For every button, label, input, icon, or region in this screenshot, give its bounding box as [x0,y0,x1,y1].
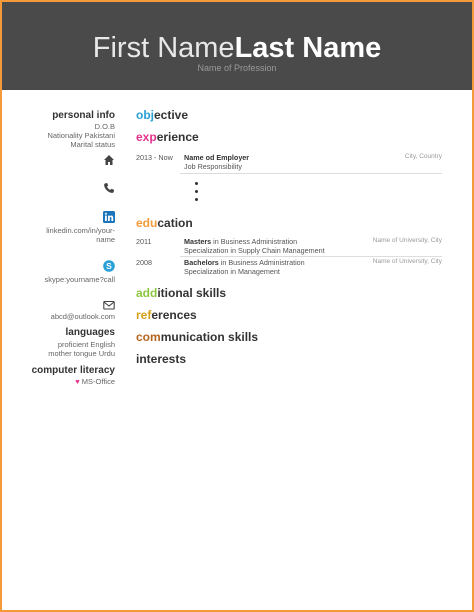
mail-icon [103,299,115,311]
additional-accent: add [136,286,158,300]
phone-icon [103,182,115,194]
experience-accent: exp [136,130,157,144]
education-university: Name of University, City [372,258,442,265]
dob: D.O.B [94,122,115,131]
additional-rest: itional skills [157,286,227,300]
nationality: Nationality Pakistani [47,131,115,140]
svg-text:S: S [106,261,112,271]
computer-skill-label: MS-Office [81,377,115,386]
language-english: proficient English [57,340,115,349]
experience-divider [180,173,442,174]
references-accent: ref [136,308,152,322]
education-degree [184,237,297,246]
employer-location: City, Country [404,153,442,160]
section-interests [136,352,186,366]
employer-name: Name od Employer [184,153,250,162]
computer-skill [75,377,115,387]
home-icon [103,154,115,166]
linkedin-icon [103,211,115,223]
communication-accent: com [136,330,161,344]
full-name [2,32,472,64]
profession: Name of Profession [197,63,277,73]
degree-name: Masters [184,237,212,246]
section-education [136,216,193,230]
objective-rest: ective [154,108,189,122]
degree-field: in Business Administration [218,258,305,267]
heart-icon: ♥ [75,377,80,386]
email[interactable]: abcd@outlook.com [50,312,115,321]
experience-rest: erience [156,130,199,144]
skype-id[interactable]: skype:yourname?call [44,275,115,284]
ellipsis-dot [195,182,198,185]
education-rest: cation [157,216,193,230]
marital-status: Marital status [70,140,115,149]
degree-field: in Business Administration [211,237,298,246]
education-year: 2011 [136,237,152,246]
section-communication-skills [136,330,258,344]
linkedin-url-line2[interactable]: name [96,235,115,244]
skype-icon [103,260,115,272]
section-references [136,308,197,322]
education-divider [180,256,442,257]
section-objective [136,108,188,122]
computer-literacy-heading: computer literacy [31,365,115,376]
job-responsibility: Job Responsibility [184,162,242,171]
education-specialization: Specialization in Supply Chain Management [184,246,325,255]
degree-name: Bachelors [184,258,219,267]
last-name: Last Name [234,32,382,64]
references-rest: erences [151,308,197,322]
interests-rest: interests [136,352,187,366]
languages-heading: languages [65,327,115,338]
header-banner [2,2,472,90]
education-specialization: Specialization in Management [184,267,280,276]
ellipsis-dot [195,198,198,201]
section-experience [136,130,199,144]
experience-period: 2013 - Now [136,153,173,162]
communication-rest: munication skills [160,330,259,344]
education-year: 2008 [136,258,152,267]
education-degree [184,258,305,267]
education-university: Name of University, City [372,237,442,244]
first-name: First Name [92,32,235,64]
linkedin-url-line1[interactable]: linkedin.com/in/your- [46,226,115,235]
objective-accent: obj [136,108,154,122]
ellipsis-dot [195,190,198,193]
personal-info-heading: personal info [52,110,115,121]
section-additional-skills [136,286,226,300]
language-urdu: mother tongue Urdu [48,349,115,358]
education-accent: edu [136,216,158,230]
